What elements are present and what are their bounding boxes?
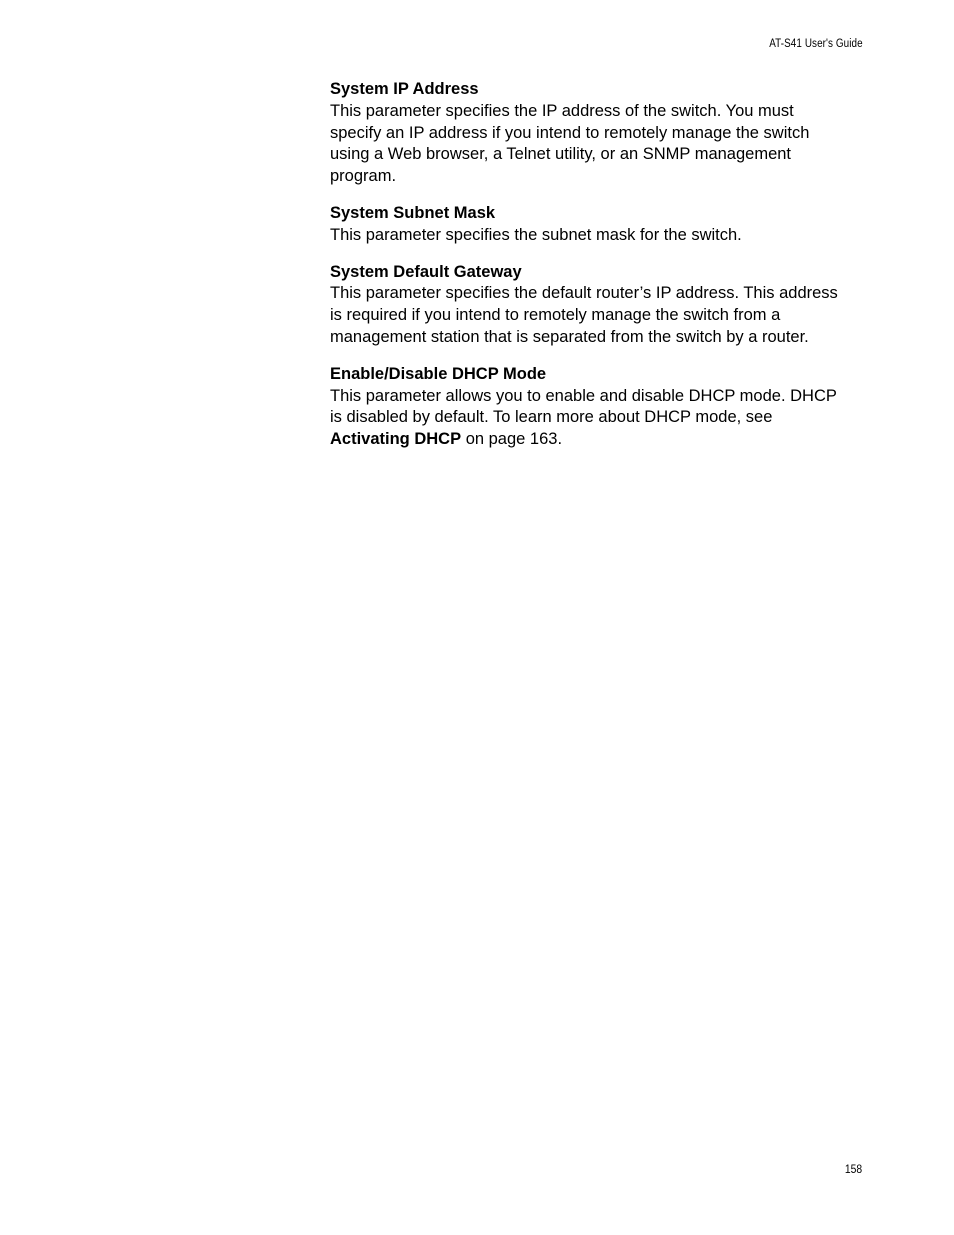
page-number: 158: [844, 1164, 862, 1176]
section-body: [330, 386, 840, 451]
section-title: System Subnet Mask: [330, 203, 496, 222]
section-enable-disable-dhcp-mode: [330, 364, 840, 451]
section-system-subnet-mask: [330, 203, 840, 247]
activating-dhcp-link[interactable]: Activating DHCP: [330, 430, 462, 449]
section-body: This parameter specifies the IP address of the switch. You must specify an IP address if you intend to remotely manage the switch using a Web browser, a Telnet utility, or an SNMP management program.: [330, 101, 810, 186]
section-body: This parameter specifies the default router’s IP address. This address is required if you intend to remotely manage the switch from a management station that is separated from the switch by a router.: [330, 284, 838, 346]
section-body-text: This parameter allows you to enable and disable DHCP mode. DHCP is disabled by default. To learn more about DHCP mode, see: [330, 386, 837, 427]
section-title: System Default Gateway: [330, 262, 522, 281]
section-system-ip-address: [330, 79, 840, 188]
section-title: System IP Address: [330, 80, 479, 98]
page-content: [330, 79, 840, 466]
running-header: AT-S41 User's Guide: [769, 38, 863, 50]
section-body: This parameter specifies the subnet mask for the switch.: [330, 225, 742, 244]
section-title: Enable/Disable DHCP Mode: [330, 364, 547, 383]
section-body-text: on page 163.: [461, 430, 563, 449]
section-system-default-gateway: [330, 262, 840, 349]
